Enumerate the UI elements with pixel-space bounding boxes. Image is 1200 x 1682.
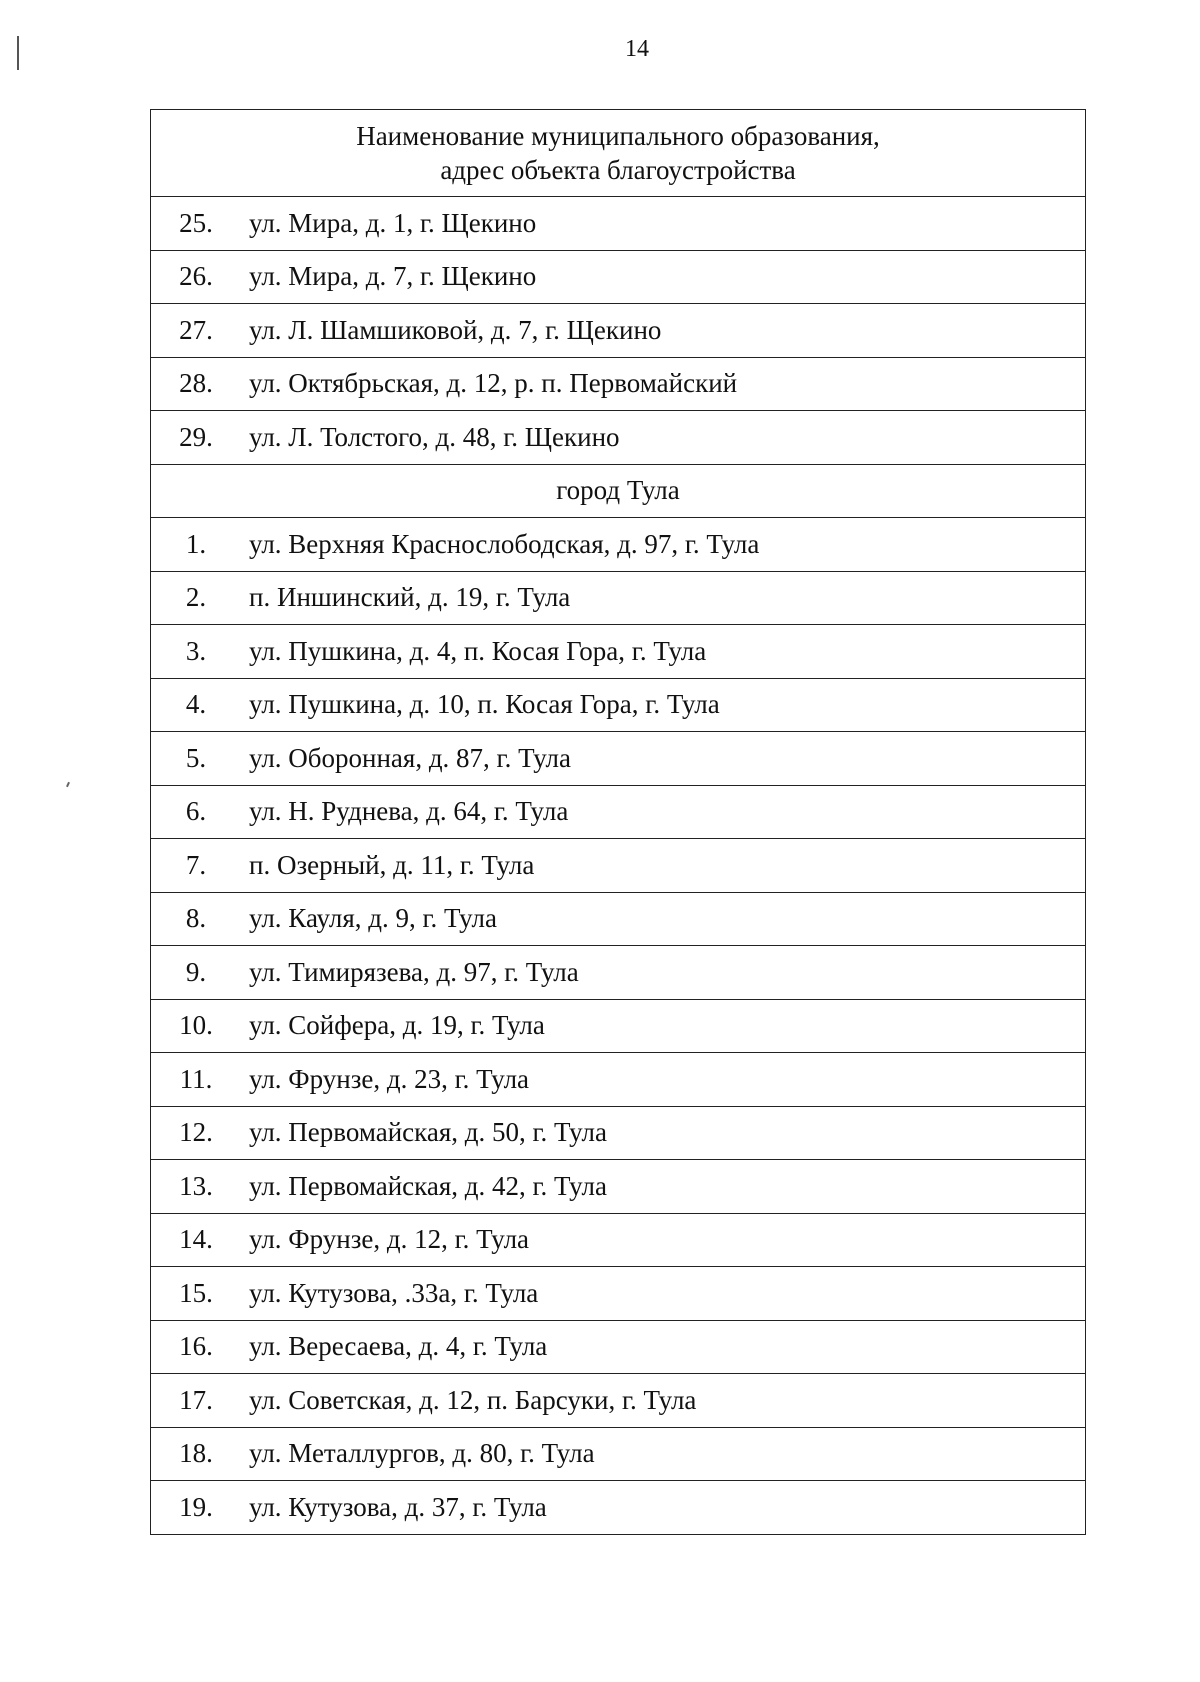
row-content bbox=[151, 1492, 1085, 1523]
address-table-body bbox=[151, 110, 1086, 1535]
row-address: ул. Кутузова, д. 37, г. Тула bbox=[249, 1491, 547, 1522]
row-number: 12. bbox=[179, 1117, 213, 1148]
row-content bbox=[151, 315, 1085, 346]
row-address: п. Озерный, д. 11, г. Тула bbox=[249, 849, 535, 880]
table-row bbox=[151, 1213, 1086, 1267]
row-number: 8. bbox=[185, 903, 207, 934]
table-row bbox=[151, 892, 1086, 946]
row-content bbox=[151, 957, 1085, 988]
row-address: ул. Пушкина, д. 10, п. Косая Гора, г. Тула bbox=[249, 689, 720, 720]
table-row bbox=[151, 1481, 1086, 1535]
page-number: 14 bbox=[625, 36, 649, 62]
table-row-cell bbox=[151, 571, 1086, 625]
table-row-cell bbox=[151, 304, 1086, 358]
row-address: ул. Металлургов, д. 80, г. Тула bbox=[249, 1438, 595, 1469]
table-row-cell bbox=[151, 1106, 1086, 1160]
table-row-cell bbox=[151, 1053, 1086, 1107]
row-number: 16. bbox=[179, 1331, 213, 1362]
table-row-cell bbox=[151, 999, 1086, 1053]
row-address: ул. Кутузова, .33а, г. Тула bbox=[249, 1277, 539, 1308]
table-row-cell bbox=[151, 625, 1086, 679]
row-content bbox=[151, 1438, 1085, 1469]
row-content bbox=[151, 1010, 1085, 1041]
row-number: 9. bbox=[185, 956, 207, 987]
table-row-cell bbox=[151, 1481, 1086, 1535]
row-address: ул. Л. Толстого, д. 48, г. Щекино bbox=[249, 421, 620, 452]
row-content bbox=[151, 796, 1085, 827]
table-row-cell bbox=[151, 732, 1086, 786]
row-number: 18. bbox=[179, 1438, 213, 1469]
row-content bbox=[151, 636, 1085, 667]
row-address: ул. Пушкина, д. 4, п. Косая Гора, г. Тула bbox=[249, 635, 707, 666]
row-content bbox=[151, 1331, 1085, 1362]
table-row-cell bbox=[151, 785, 1086, 839]
row-number: 2. bbox=[185, 582, 207, 613]
row-content bbox=[151, 1278, 1085, 1309]
row-number: 3. bbox=[185, 635, 207, 666]
row-address: ул. Фрунзе, д. 12, г. Тула bbox=[249, 1224, 530, 1255]
row-number: 25. bbox=[179, 207, 213, 238]
table-row-cell bbox=[151, 1374, 1086, 1428]
row-number: 10. bbox=[179, 1010, 213, 1041]
table-row bbox=[151, 518, 1086, 572]
address-table bbox=[150, 109, 1086, 1535]
table-row bbox=[151, 1106, 1086, 1160]
table-row-cell bbox=[151, 1213, 1086, 1267]
table-row-cell bbox=[151, 197, 1086, 251]
row-number: 13. bbox=[179, 1170, 213, 1201]
row-content bbox=[151, 1064, 1085, 1095]
table-row bbox=[151, 197, 1086, 251]
row-number: 19. bbox=[179, 1491, 213, 1522]
row-content bbox=[151, 261, 1085, 292]
row-content bbox=[151, 208, 1085, 239]
row-number: 29. bbox=[179, 421, 213, 452]
row-content bbox=[151, 1224, 1085, 1255]
row-number: 7. bbox=[185, 849, 207, 880]
table-row bbox=[151, 785, 1086, 839]
section-row bbox=[151, 464, 1086, 518]
row-number: 17. bbox=[179, 1384, 213, 1415]
row-content bbox=[151, 689, 1085, 720]
table-row bbox=[151, 1320, 1086, 1374]
row-address: ул. Тимирязева, д. 97, г. Тула bbox=[249, 956, 579, 987]
row-address: ул. Мира, д. 7, г. Щекино bbox=[249, 261, 537, 292]
scan-edge-mark bbox=[17, 36, 19, 70]
row-content bbox=[151, 850, 1085, 881]
table-row bbox=[151, 250, 1086, 304]
row-address: ул. Советская, д. 12, п. Барсуки, г. Тула bbox=[249, 1384, 697, 1415]
row-address: ул. Первомайская, д. 42, г. Тула bbox=[249, 1170, 607, 1201]
row-number: 6. bbox=[185, 796, 207, 827]
header-line-1: Наименование муниципального образования, bbox=[356, 121, 880, 151]
table-row bbox=[151, 678, 1086, 732]
table-row bbox=[151, 357, 1086, 411]
table-row bbox=[151, 1053, 1086, 1107]
row-number: 14. bbox=[179, 1224, 213, 1255]
row-number: 26. bbox=[179, 261, 213, 292]
row-address: п. Иншинский, д. 19, г. Тула bbox=[249, 582, 571, 613]
row-number: 15. bbox=[179, 1277, 213, 1308]
table-row bbox=[151, 732, 1086, 786]
row-number: 5. bbox=[185, 742, 207, 773]
table-row-cell bbox=[151, 1320, 1086, 1374]
table-header-cell bbox=[151, 110, 1086, 197]
table-row-cell bbox=[151, 678, 1086, 732]
table-row-cell bbox=[151, 892, 1086, 946]
table-row bbox=[151, 411, 1086, 465]
table-row bbox=[151, 1267, 1086, 1321]
row-content bbox=[151, 422, 1085, 453]
row-address: ул. Л. Шамшиковой, д. 7, г. Щекино bbox=[249, 314, 662, 345]
table-row bbox=[151, 304, 1086, 358]
row-address: ул. Мира, д. 1, г. Щекино bbox=[249, 207, 537, 238]
row-content bbox=[151, 1385, 1085, 1416]
table-row-cell bbox=[151, 1427, 1086, 1481]
table-row bbox=[151, 1427, 1086, 1481]
table-row bbox=[151, 571, 1086, 625]
row-number: 1. bbox=[185, 528, 207, 559]
row-address: ул. Вересаева, д. 4, г. Тула bbox=[249, 1331, 548, 1362]
row-address: ул. Фрунзе, д. 23, г. Тула bbox=[249, 1063, 530, 1094]
table-row bbox=[151, 625, 1086, 679]
row-address: ул. Первомайская, д. 50, г. Тула bbox=[249, 1117, 607, 1148]
row-number: 27. bbox=[179, 314, 213, 345]
table-row-cell bbox=[151, 1160, 1086, 1214]
scan-speck bbox=[66, 782, 70, 787]
row-number: 11. bbox=[179, 1063, 213, 1094]
row-address: ул. Сойфера, д. 19, г. Тула bbox=[249, 1010, 545, 1041]
row-number: 4. bbox=[185, 689, 207, 720]
row-content bbox=[151, 529, 1085, 560]
table-header-row bbox=[151, 110, 1086, 197]
row-content bbox=[151, 582, 1085, 613]
table-row bbox=[151, 1160, 1086, 1214]
row-address: ул. Кауля, д. 9, г. Тула bbox=[249, 903, 497, 934]
table-row-cell bbox=[151, 839, 1086, 893]
header-line-2: адрес объекта благоустройства bbox=[440, 155, 796, 185]
section-title: город Тула bbox=[151, 464, 1086, 518]
table-row-cell bbox=[151, 411, 1086, 465]
table-row-cell bbox=[151, 250, 1086, 304]
row-address: ул. Верхняя Краснослободская, д. 97, г. Тула bbox=[249, 528, 760, 559]
row-content bbox=[151, 1171, 1085, 1202]
row-content bbox=[151, 368, 1085, 399]
row-content bbox=[151, 903, 1085, 934]
table-row-cell bbox=[151, 518, 1086, 572]
table-row bbox=[151, 946, 1086, 1000]
row-content bbox=[151, 1117, 1085, 1148]
row-address: ул. Оборонная, д. 87, г. Тула bbox=[249, 742, 572, 773]
table-row bbox=[151, 839, 1086, 893]
table-row-cell bbox=[151, 357, 1086, 411]
row-content bbox=[151, 743, 1085, 774]
row-address: ул. Н. Руднева, д. 64, г. Тула bbox=[249, 796, 569, 827]
table-row-cell bbox=[151, 1267, 1086, 1321]
row-address: ул. Октябрьская, д. 12, р. п. Первомайский bbox=[249, 368, 738, 399]
table-row bbox=[151, 999, 1086, 1053]
row-number: 28. bbox=[179, 368, 213, 399]
table-row bbox=[151, 1374, 1086, 1428]
table-row-cell bbox=[151, 946, 1086, 1000]
